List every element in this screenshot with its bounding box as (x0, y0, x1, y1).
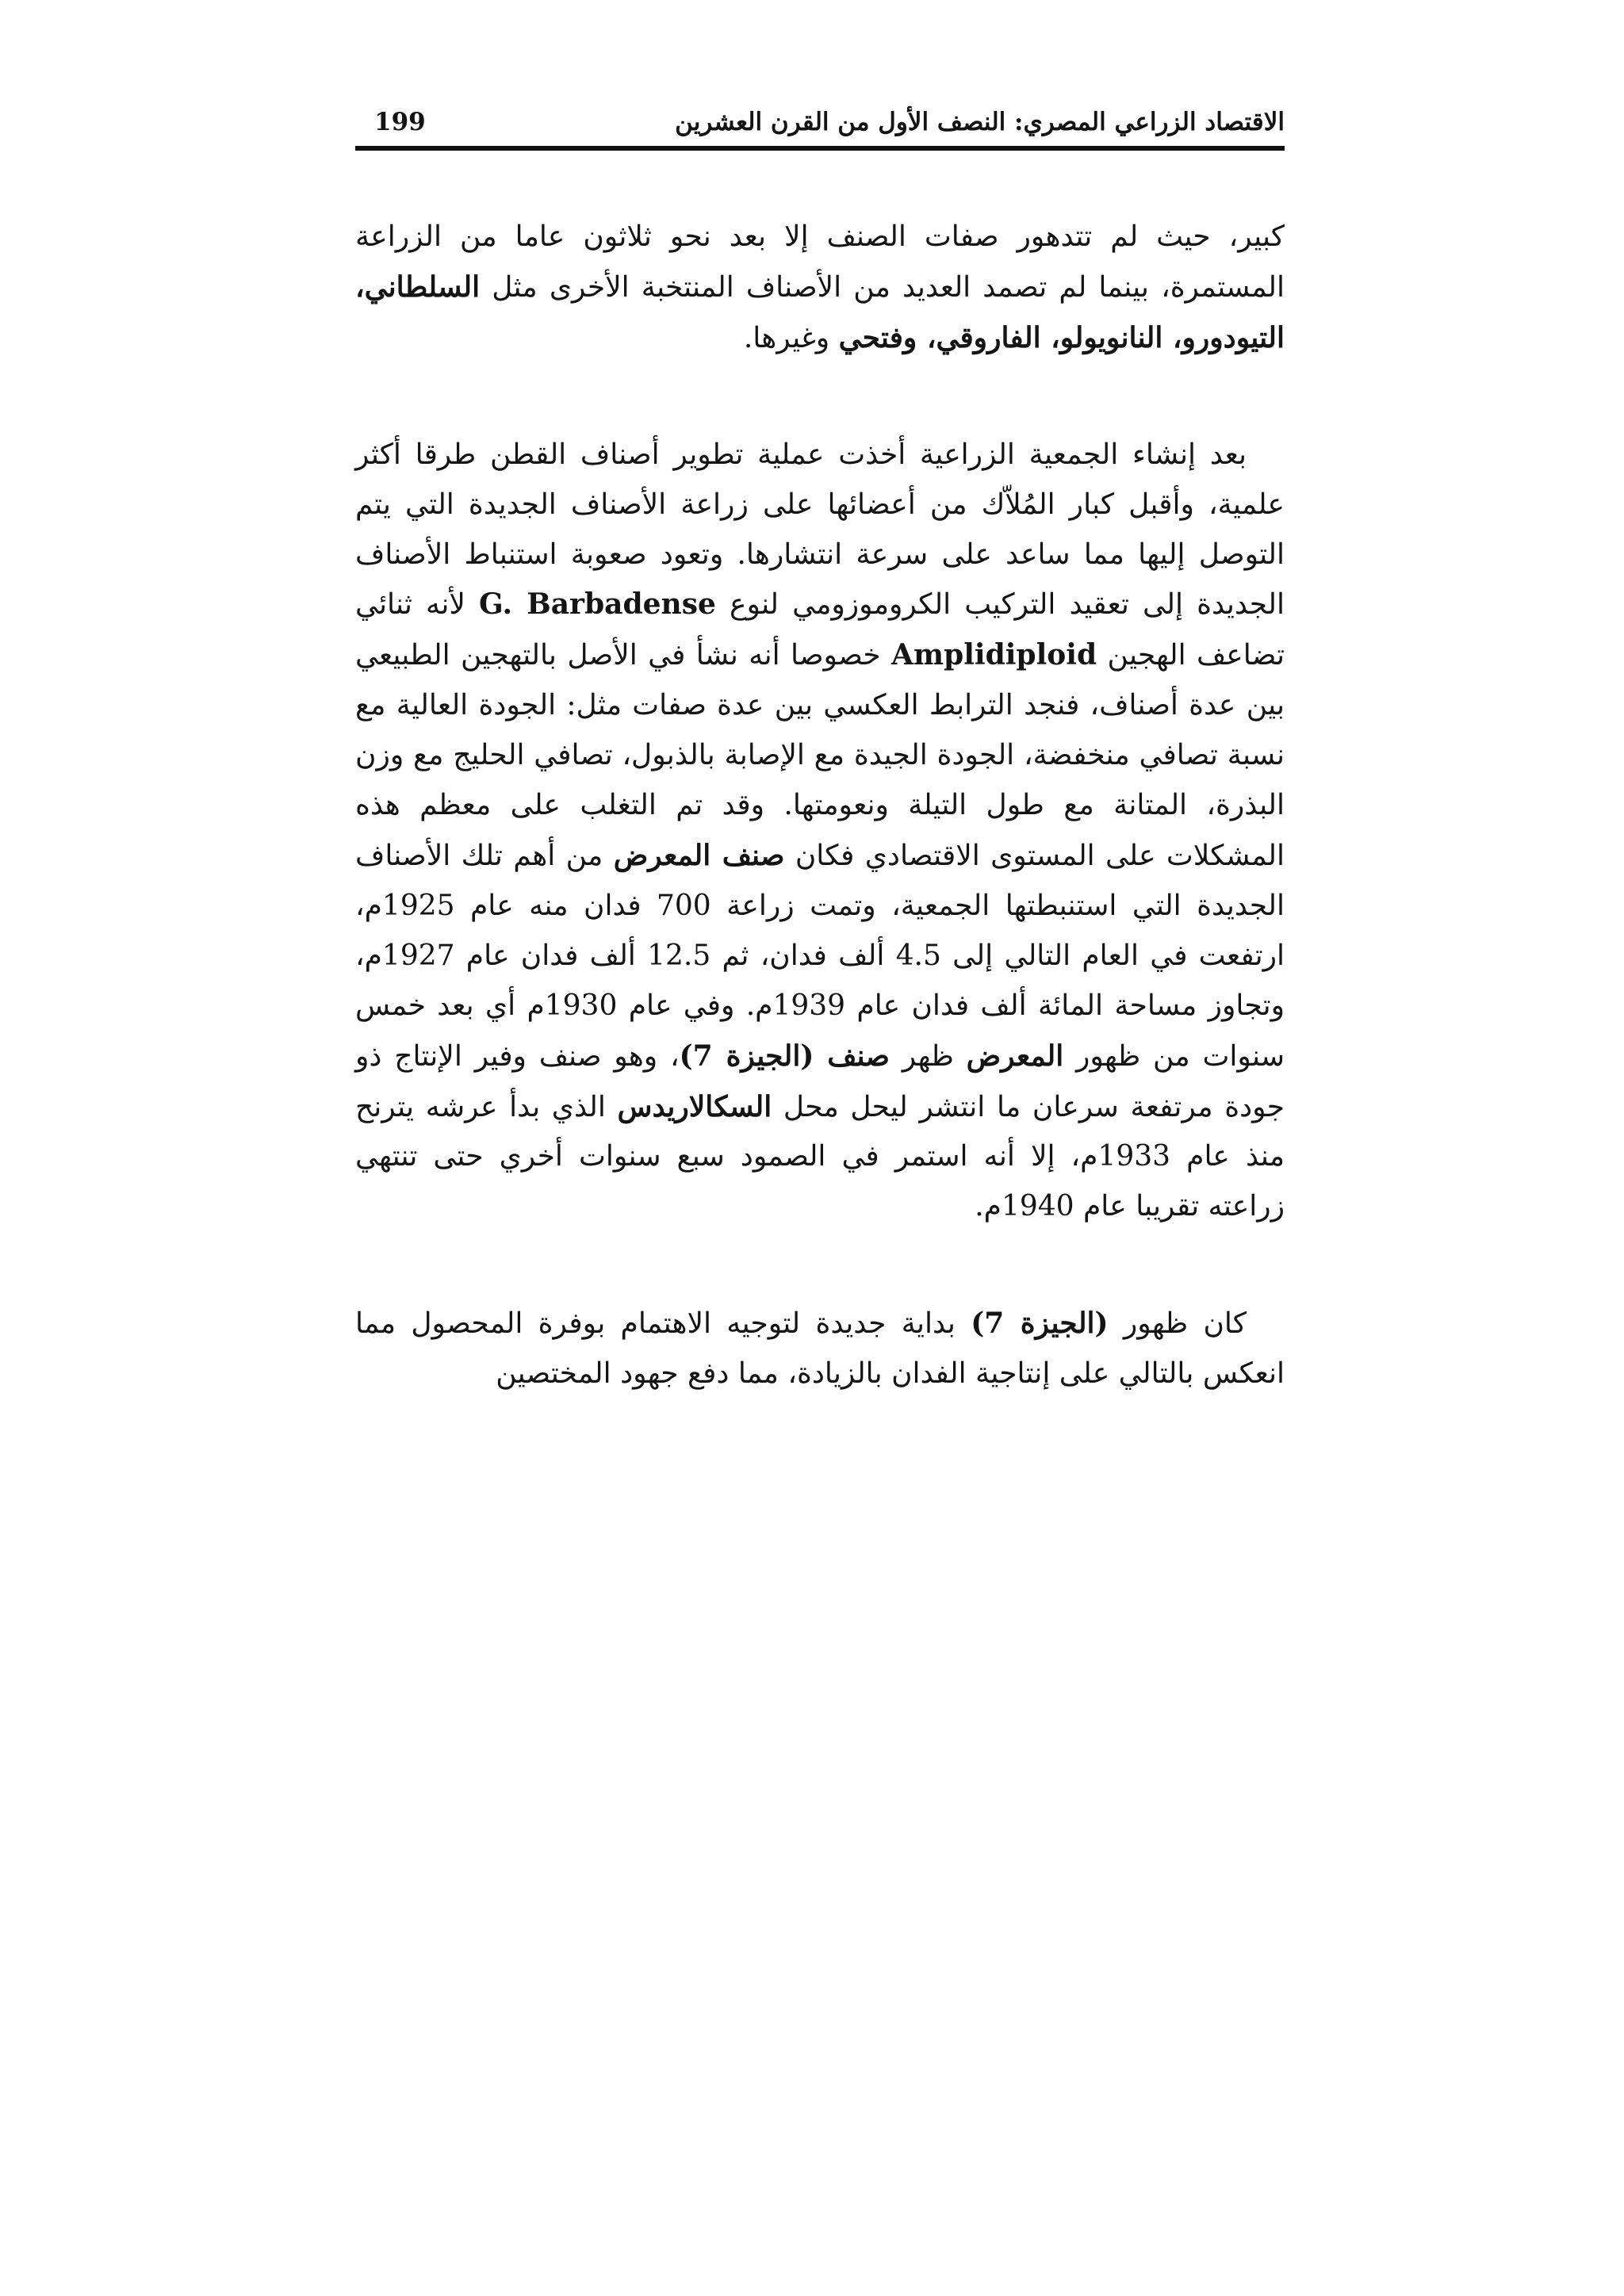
page-number: 199 (374, 108, 426, 136)
bold-variety-names: السلطاني، التيودورو، النانويولو، الفاروقي، وفتحي (355, 270, 1285, 354)
paragraph-1 (355, 212, 1285, 364)
bold-maarad: المعرض (966, 1039, 1064, 1073)
bold-giza7: (الجيزة 7) (971, 1307, 1109, 1341)
page-header (355, 101, 1285, 151)
running-title: الاقتصاد الزراعي المصري: النصف الأول من القرن العشرين (675, 108, 1285, 136)
bold-sakellaridis: السكالاريدس (617, 1089, 772, 1123)
paragraph-2 (355, 430, 1285, 1233)
body-text (355, 212, 1285, 1399)
text-run: بداية جديدة لتوجيه الاهتمام بوفرة المحصول مما انعكس بالتالي على إنتاجية الفدان بالزيادة، مما دفع جهود المختصين (355, 1307, 1285, 1391)
text-run: خصوصا أنه نشأ في الأصل بالتهجين الطبيعي بين عدة أصناف، فنجد الترابط العكسي بين عدة صفات مثل: الجودة العالية مع نسبة تصافي منخفضة، الجودة الجيدة مع الإصابة بالذبول، تصافي الحليج مع وزن البذرة، المتانة مع طول التيلة ونعومتها. وقد تم التغلب على معظم هذه المشكلات على المستوى الاقتصادي فكان (355, 639, 1285, 872)
text-run: وغيرها. (743, 321, 839, 354)
text-run: كان ظهور (1108, 1307, 1247, 1341)
text-run: كبير، حيث لم تتدهور صفات الصنف إلا بعد نحو ثلاثون عاما من الزراعة المستمرة، بينما لم تصمد العديد من الأصناف المنتخبة الأخرى مثل (355, 220, 1285, 304)
text-run: الذي بدأ عرشه يترنح منذ عام 1933م، إلا أنه استمر في الصمود سبع سنوات أخري حتى تنتهي زراعته تقريبا عام 1940م. (355, 1090, 1285, 1223)
latin-term-amplidiploid: Amplidiploid (891, 638, 1097, 672)
bold-variety-maarad: صنف المعرض (613, 838, 785, 872)
paragraph-3 (355, 1299, 1285, 1399)
text-run: ، وهو صنف وفير الإنتاج ذو جودة مرتفعة سرعان ما انتشر ليحل محل (355, 1039, 1285, 1123)
latin-term-barbadense: G. Barbadense (479, 587, 716, 622)
text-run: ظهر (889, 1039, 967, 1073)
text-run: لأنه ثنائي تضاعف الهجين (355, 588, 1285, 672)
bold-variety-giza7: صنف (الجيزة 7) (679, 1039, 890, 1073)
text-run: بعد إنشاء الجمعية الزراعية أخذت عملية تطوير أصناف القطن طرقا أكثر علمية، وأقبل كبار المُلاّك من أعضائها على زراعة الأصناف الجديدة التي يتم التوصل إليها مما ساعد على سرعة انتشارها. وتعود صعوبة استنباط الأصناف الجديدة إلى تعقيد التركيب الكروموزومي لنوع (355, 438, 1285, 622)
text-run: من أهم تلك الأصناف الجديدة التي استنبطتها الجمعية، وتمت زراعة 700 فدان منه عام 1925م، ارتفعت في العام التالي إلى 4.5 ألف فدان، ثم 12.5 ألف فدان عام 1927م، وتجاوز مساحة المائة ألف فدان عام 1939م. وفي عام 1930م أي بعد خمس سنوات من ظهور (355, 839, 1285, 1073)
